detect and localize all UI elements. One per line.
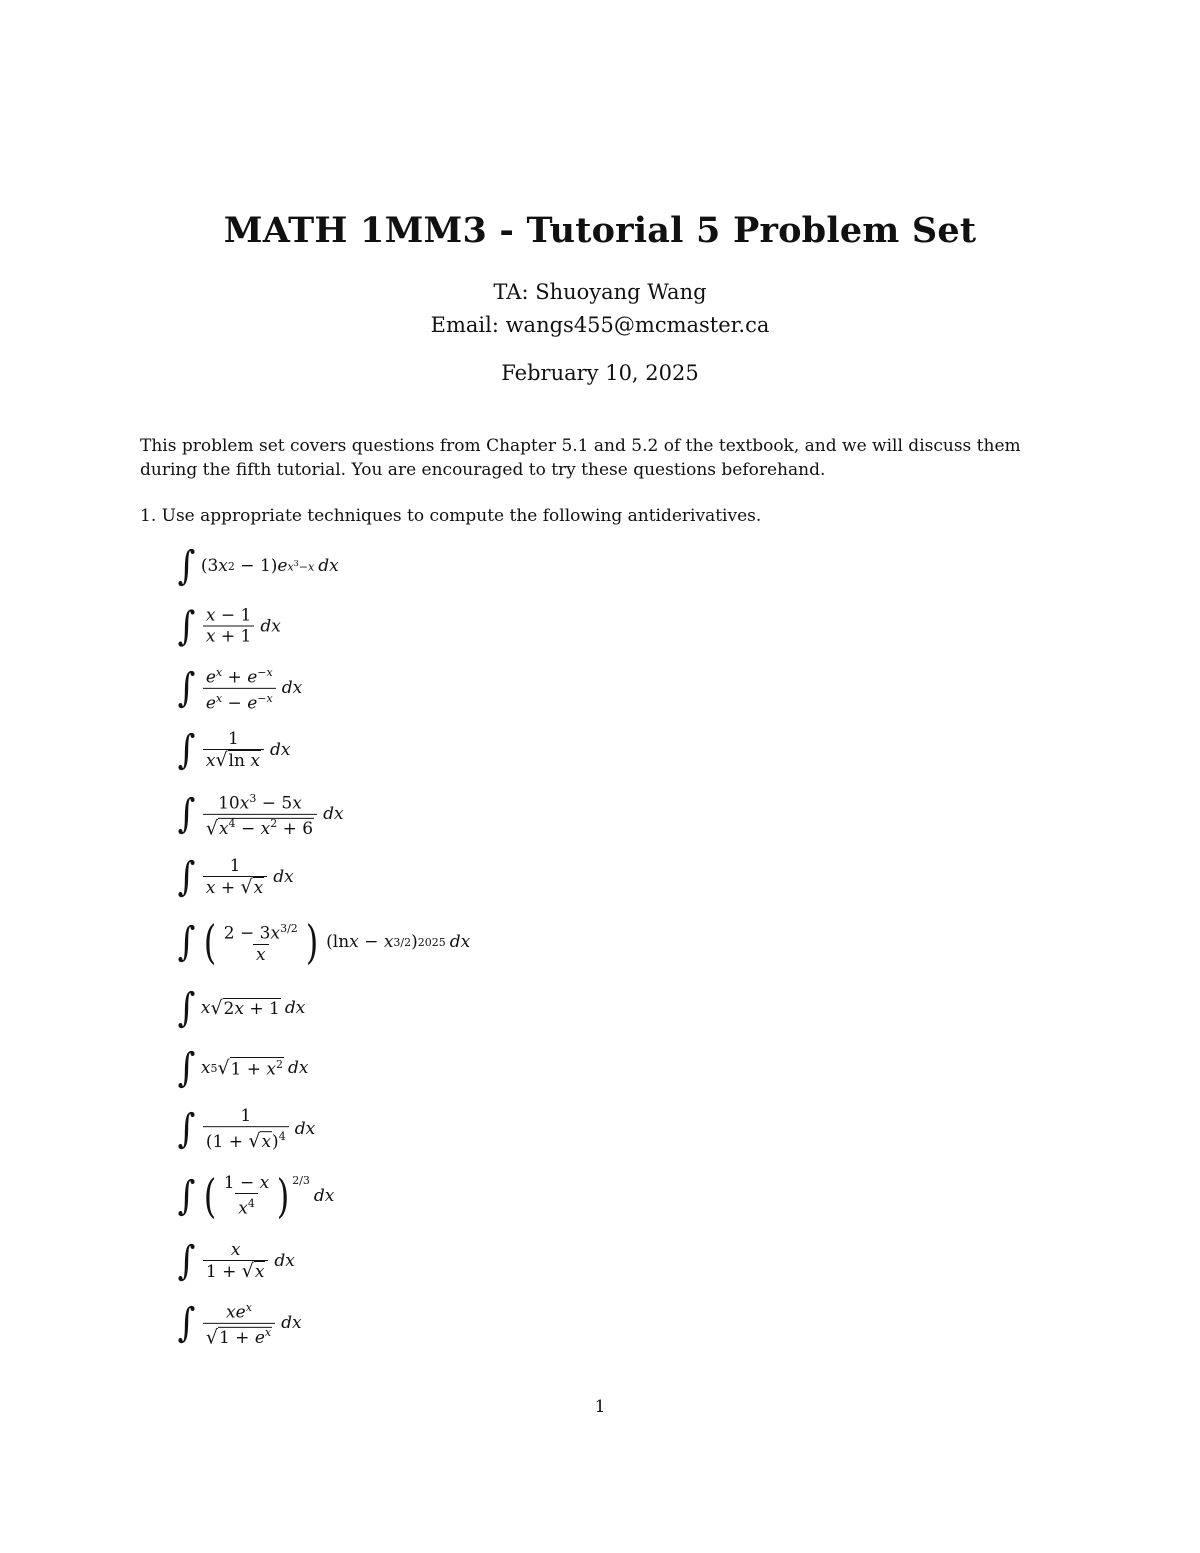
problem-expression: ∫ $\frac{e^x + e^{-x}}{e^x - e^{-x}}$ dx <box>177 665 303 714</box>
problem-i <box>0 1042 700 1094</box>
problem-expression: ∫ $\frac{x - 1}{x + 1}$ dx <box>177 603 281 649</box>
ta-email: Email: wangs455@mcmaster.ca <box>430 313 770 337</box>
problem-b <box>0 600 700 652</box>
intro-paragraph: This problem set covers questions from Chapter 5.1 and 5.2 of the textbook, and we will discuss them during the fifth tutorial. You are encouraged to try these questions beforehand. <box>140 436 1021 480</box>
question-1-prompt: 1. Use appropriate techniques to compute the following antiderivatives. <box>140 506 762 526</box>
problem-expression: ∫ $\frac{1}{x + √x}$ dx <box>177 854 294 900</box>
problem-expression: ∫ $\frac{1}{\text{x√ln x}}$ dx <box>177 727 291 773</box>
problem-expression: ∫ $\frac{1}{(1 + √x)^4}$ dx <box>177 1106 316 1152</box>
problem-expression: ∫ $\frac{x}{1 + √x}$ dx <box>177 1238 295 1284</box>
page-number: 1 <box>594 1397 606 1417</box>
problem-l <box>0 1235 700 1287</box>
problem-g <box>0 916 700 968</box>
problem-expression: ∫ (3 x 2 − 1) e $x^3-x$ dx <box>177 543 339 589</box>
problem-expression: ∫ $\frac{10x^3 - 5x}{√x^4 - x^2 + 6}$ dx <box>177 791 344 840</box>
problem-expression: ∫ ( $\frac{2 - 3x^{3/2}}{x}$ ) (ln x − x 3/2 ) 2025 dx <box>177 915 471 969</box>
problem-expression: ∫ x √ 2x + 1 dx <box>177 985 306 1031</box>
problem-expression: ∫ x 5 √ $1 + x^2$ dx <box>177 1045 309 1091</box>
problem-f <box>0 851 700 903</box>
problem-e <box>0 788 700 840</box>
document-date: February 10, 2025 <box>501 361 699 385</box>
problem-m <box>0 1297 700 1349</box>
problem-expression: ∫ ( $\frac{1 - x}{x^4}$ ) $^{2/3}$ dx <box>177 1169 335 1223</box>
problem-j <box>0 1103 700 1155</box>
problem-h <box>0 982 700 1034</box>
problem-k <box>0 1170 700 1222</box>
problem-d <box>0 724 700 776</box>
page-title: MATH 1MM3 - Tutorial 5 Problem Set <box>223 210 977 251</box>
ta-name: TA: Shuoyang Wang <box>493 280 707 304</box>
problem-c <box>0 662 700 714</box>
problem-expression: ∫ $\frac{xe^x}{√1 + e^x}$ dx <box>177 1300 302 1349</box>
problem-a <box>0 540 700 592</box>
